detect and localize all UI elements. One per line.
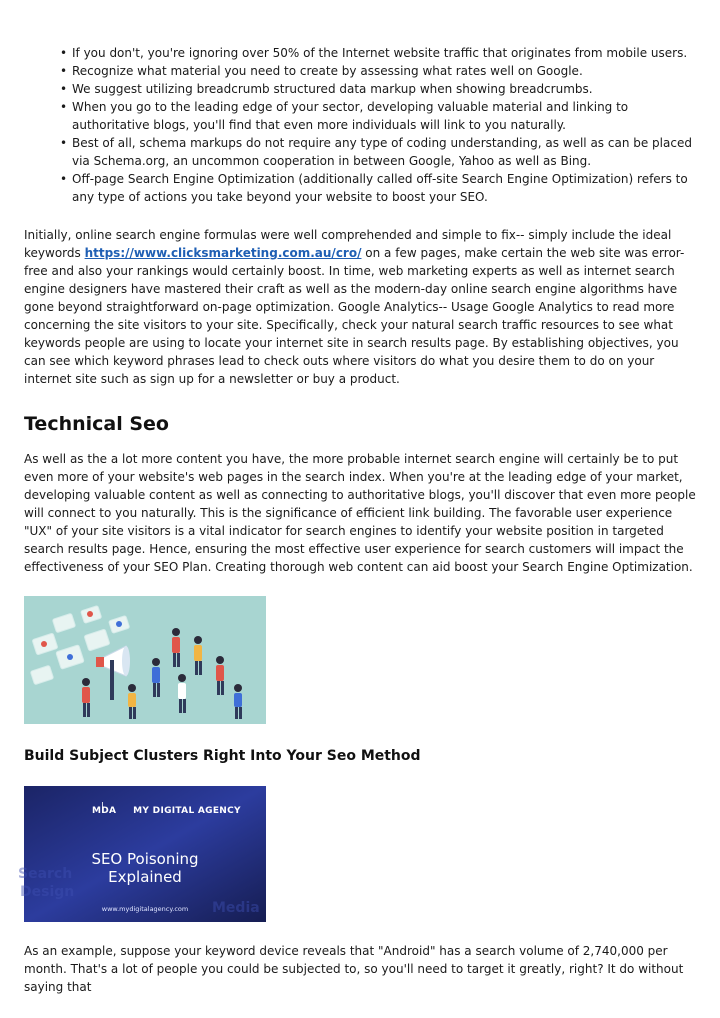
list-item: • Off-page Search Engine Optimization (additionally called off-site Search Engine Optimization) refers to any type of actions you take beyond your website to boost your SEO.: [72, 170, 696, 206]
svg-text:Media: Media: [212, 900, 260, 916]
list-item: • If you don't, you're ignoring over 50% of the Internet website traffic that originates from mobile users.: [72, 44, 696, 62]
section-heading: Technical Seo: [24, 413, 169, 435]
paragraph-text: Initially, online search engine formulas were well comprehended and simple to fix-- simply include the ideal keywords: [24, 228, 672, 260]
keywords-link[interactable]: https://www.clicksmarketing.com.au/cro/: [84, 246, 362, 260]
paragraph-intro: [24, 226, 696, 388]
banner-headline: [24, 850, 266, 886]
seo-poisoning-banner: [18, 786, 266, 922]
list-item: • Recognize what material you need to create by assessing what rates well on Google.: [72, 62, 696, 80]
brand-abbr: MDA: [92, 806, 117, 816]
paragraph-android-example: As an example, suppose your keyword device reveals that "Android" has a search volume of 2,740,000 per month. That's a lot of people you could be subjected to, so you'll need to target it greatly, right? It do without saying that: [24, 944, 684, 994]
list-item: • We suggest utilizing breadcrumb structured data markup when showing breadcrumbs.: [72, 80, 696, 98]
brand-name: MY DIGITAL AGENCY: [133, 806, 241, 816]
list-item: • Best of all, schema markups do not require any type of coding understanding, as well as can be placed via Schema.org, an uncommon cooperation in between Google, Yahoo as well as Bing.: [72, 134, 696, 170]
subsection-heading: Build Subject Clusters Right Into Your Seo Method: [24, 748, 421, 764]
paragraph-text: on a few pages, make certain the web site was error-free and also your rankings would certainly boost. In time, web marketing experts as well as internet search engine designers have mastered their craft as well as the modern-day online search engine algorithms have gone beyond straightforward on-page optimization. Google Analytics-- Usage Google Analytics to read more concerning the site visitors to your site. Specifically, check your natural search traffic resources to see what keywords people are using to locate your internet site in search results page. By establishing objectives, you can see which keyword phrases lead to check outs where visitors do what you desire them to do on your internet site such as sign up for a newsletter or buy a product.: [24, 246, 685, 386]
headline-line: Explained: [108, 868, 182, 886]
banner-url: www.mydigitalagency.com: [101, 905, 189, 913]
svg-text:Design: Design: [20, 884, 75, 900]
list-item: • When you go to the leading edge of your sector, developing valuable material and linking to authoritative blogs, you'll find that even more individuals will link to you naturally.: [72, 98, 696, 134]
bullet-list: [24, 44, 696, 206]
headline-line: SEO Poisoning: [91, 850, 199, 868]
megaphone-people-illustration: [24, 596, 266, 724]
paragraph-technical-seo: As well as the a lot more content you have, the more probable internet search engine will certainly be to put even more of your website's web pages in the search index. When you're at the leading edge of your market, developing valuable content as well as connecting to authoritative blogs, you'll discover that even more people will connect to you naturally. This is the significance of efficient link building. The favorable user experience "UX" of your site visitors is a vital indicator for search engines to identify your website position in targeted search results page. Hence, ensuring the most effective user experience for search customers will impact the effectiveness of your SEO Plan. Creating thorough web content can aid boost your Search Engine Optimization.: [24, 452, 696, 574]
seo-team-illustration: [24, 596, 266, 724]
svg-text:Search: Search: [18, 866, 73, 882]
article: [18, 44, 696, 996]
brand-logo: [92, 802, 241, 820]
